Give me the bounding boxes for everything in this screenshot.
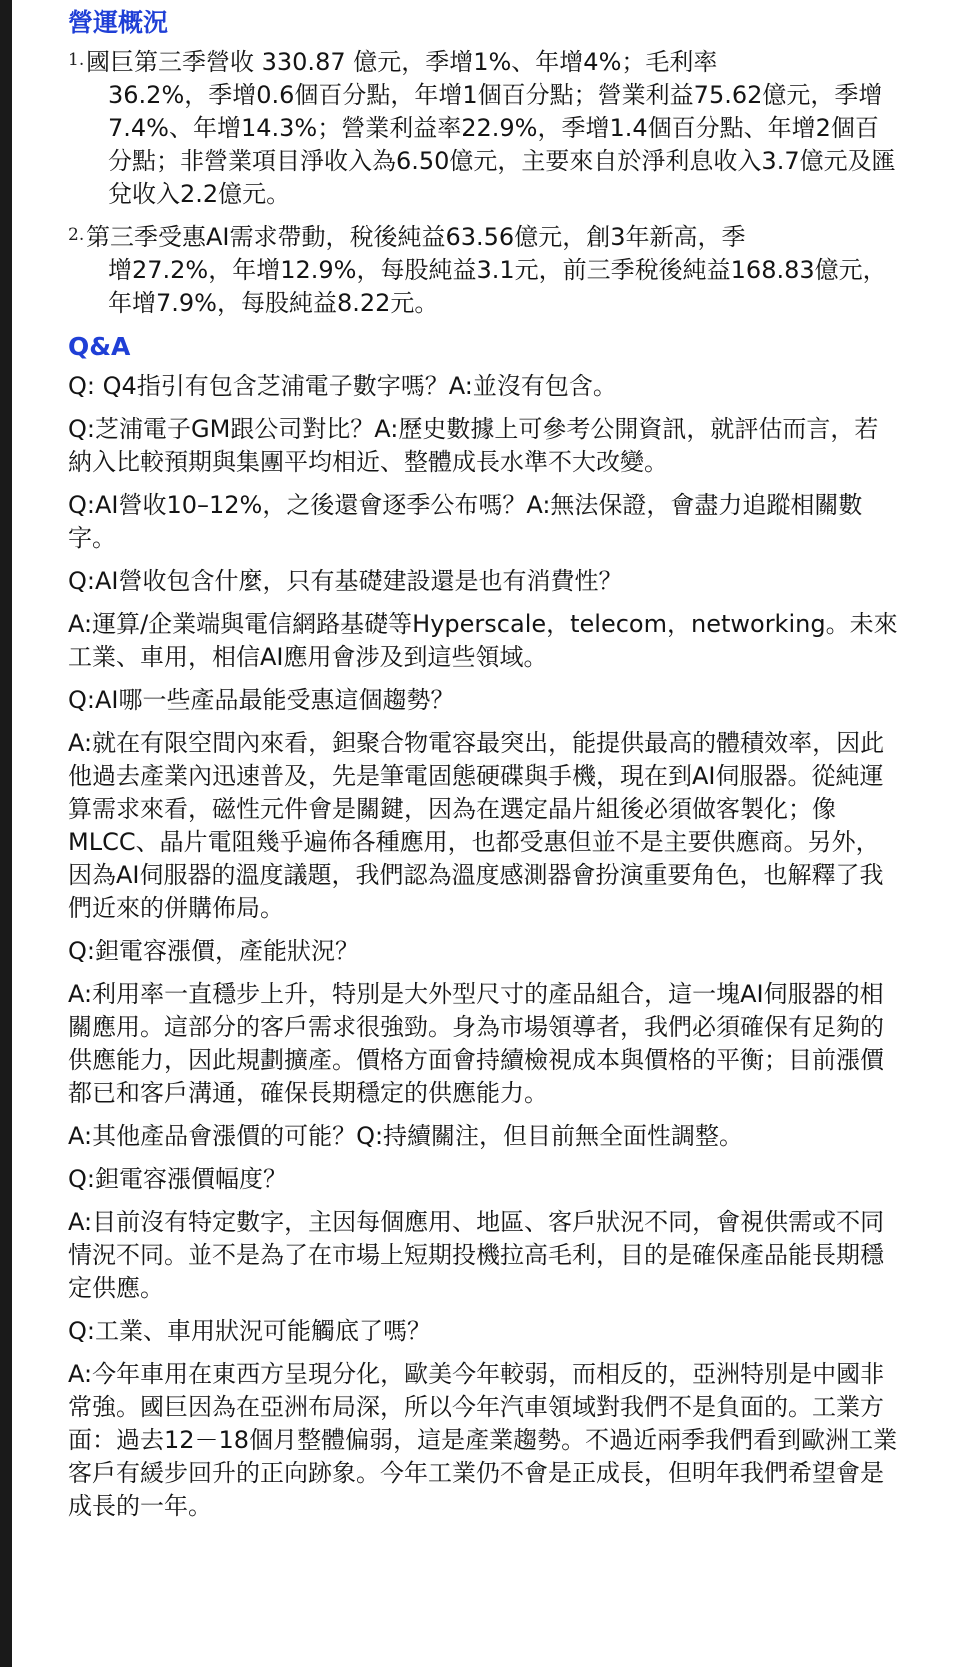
- qa-paragraph: A:今年車用在東西方呈現分化，歐美今年較弱，而相反的，亞洲特別是中國非常強。國巨因為在亞洲布局深，所以今年汽車領域對我們不是負面的。工業方面：過去12－18個月整體偏弱，這是產業趨勢。不過近兩季我們看到歐洲工業客戶有緩步回升的正向跡象。今年工業仍不會是正成長，但明年我們希望會是成長的一年。: [68, 1360, 898, 1520]
- list-item-text: 36.2%，季增0.6個百分點，年增1個百分點；營業利益75.62億元，季增7.4%、年增14.3%；營業利益率22.9%，季增1.4個百分點、年增2個百分點；非營業項目淨收入為6.50億元，主要來自於淨利息收入3.7億元及匯兌收入2.2億元。: [108, 81, 896, 208]
- qa-paragraph: Q:芝浦電子GM跟公司對比？A:歷史數據上可參考公開資訊，就評估而言，若納入比較預期與集團平均相近、整體成長水準不大改變。: [68, 415, 879, 476]
- document-page: [12, 0, 960, 1667]
- list-item: [68, 46, 898, 211]
- qa-heading: Q&A: [68, 332, 131, 361]
- qa-paragraph: Q:鉭電容漲價，產能狀況？: [68, 937, 359, 965]
- list-number: 2.: [68, 225, 85, 245]
- list-number: 1.: [68, 50, 85, 70]
- qa-paragraph: Q:AI營收包含什麼，只有基礎建設還是也有消費性？: [68, 567, 623, 595]
- qa-paragraph: A:目前沒有特定數字，主因每個應用、地區、客戶狀況不同，會視供需或不同情況不同。並不是為了在市場上短期投機拉高毛利，目的是確保產品能長期穩定供應。: [68, 1208, 885, 1302]
- qa-paragraph: Q:AI營收10–12%，之後還會逐季公布嗎？A:無法保證，會盡力追蹤相關數字。: [68, 491, 863, 552]
- qa-paragraph: Q:鉭電容漲價幅度？: [68, 1165, 287, 1193]
- operations-heading: 營運概況: [68, 8, 169, 37]
- qa-paragraph: Q:工業、車用狀況可能觸底了嗎？: [68, 1317, 431, 1345]
- qa-paragraph: Q: Q4指引有包含芝浦電子數字嗎？A:並沒有包含。: [68, 372, 617, 400]
- qa-paragraph: Q:AI哪一些產品最能受惠這個趨勢？: [68, 686, 455, 714]
- qa-paragraph: A:其他產品會漲價的可能？Q:持續關注，但目前無全面性調整。: [68, 1122, 744, 1150]
- qa-paragraph: A:運算/企業端與電信網路基礎等Hyperscale，telecom，networking。未來工業、車用，相信AI應用會涉及到這些領域。: [68, 610, 898, 671]
- operations-list: [68, 46, 898, 320]
- list-item: [68, 221, 898, 320]
- list-item-first-line: 第三季受惠AI需求帶動，稅後純益63.56億元，創3年新高，季: [86, 223, 746, 251]
- document-content: [68, 0, 898, 1533]
- qa-paragraph: A:利用率一直穩步上升，特別是大外型尺寸的產品組合，這一塊AI伺服器的相關應用。這部分的客戶需求很強勁。身為市場領導者，我們必須確保有足夠的供應能力，因此規劃擴產。價格方面會持續檢視成本與價格的平衡；目前漲價都已和客戶溝通，確保長期穩定的供應能力。: [68, 980, 884, 1107]
- qa-paragraph: A:就在有限空間內來看，鉭聚合物電容最突出，能提供最高的體積效率，因此他過去產業內迅速普及，先是筆電固態硬碟與手機，現在到AI伺服器。從純運算需求來看，磁性元件會是關鍵，因為在選定晶片組後必須做客製化；像MLCC、晶片電阻幾乎遍佈各種應用，也都受惠但並不是主要供應商。另外，因為AI伺服器的溫度議題，我們認為溫度感測器會扮演重要角色，也解釋了我們近來的併購佈局。: [68, 729, 885, 922]
- list-item-first-line: 國巨第三季營收 330.87 億元，季增1%、年增4%；毛利率: [86, 48, 718, 76]
- qa-list: [68, 370, 898, 1523]
- list-item-text: 增27.2%，年增12.9%，每股純益3.1元，前三季稅後純益168.83億元，年增7.9%，每股純益8.22元。: [108, 256, 887, 317]
